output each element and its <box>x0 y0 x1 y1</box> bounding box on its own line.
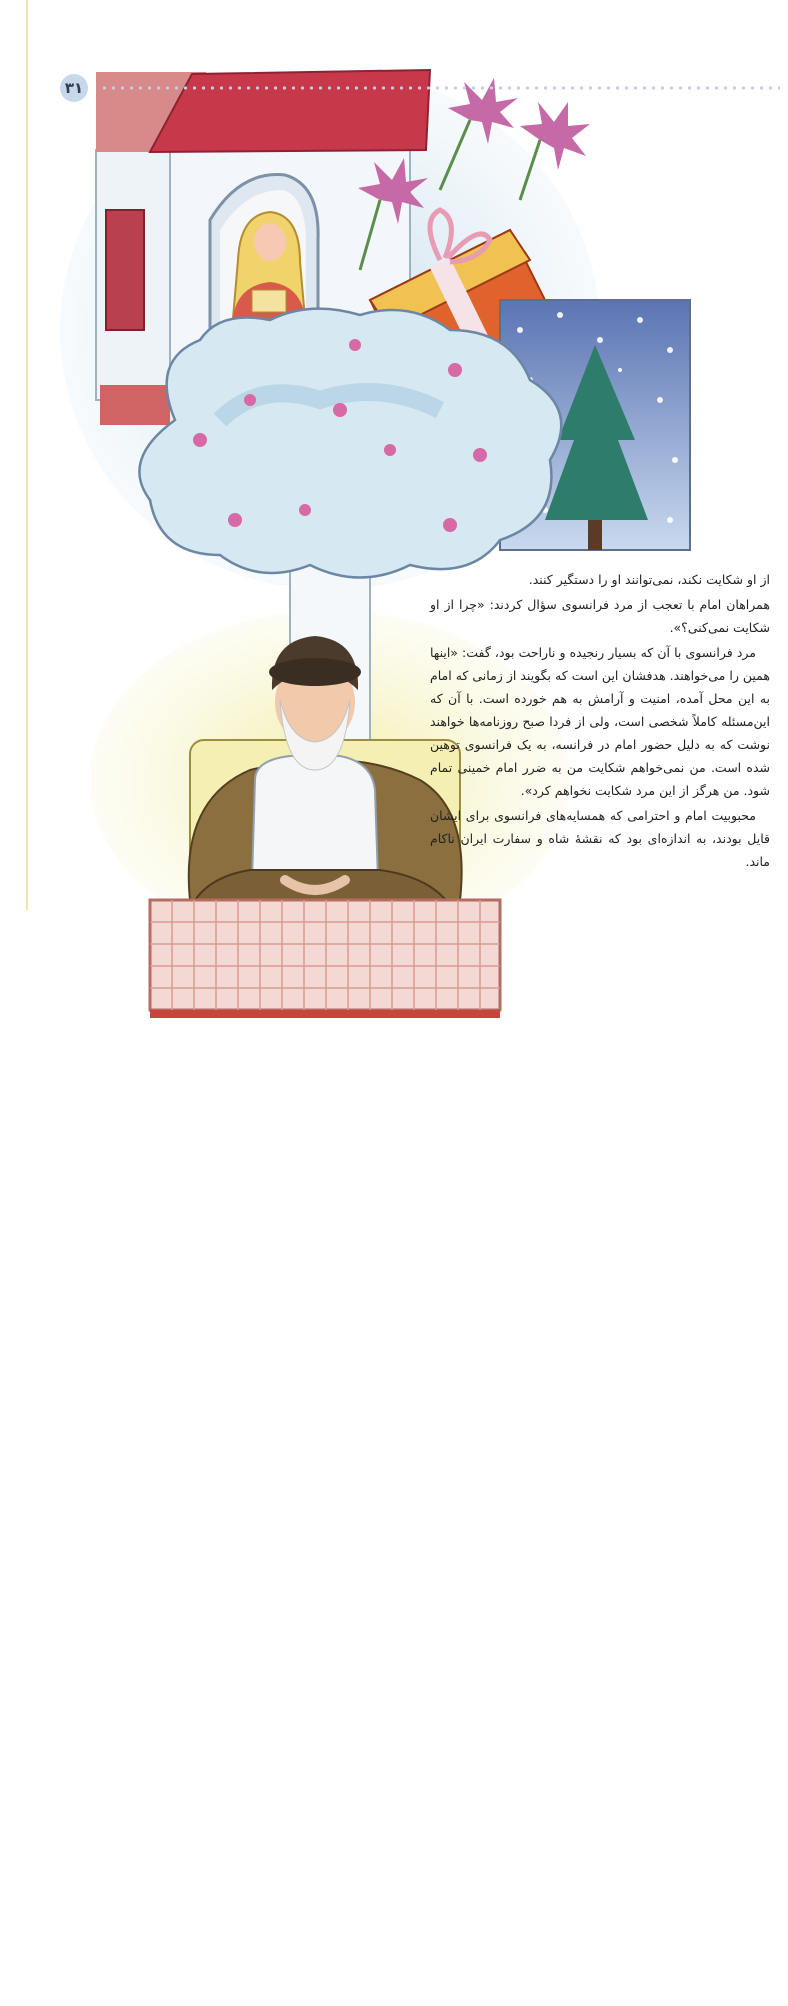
page-header <box>60 70 780 106</box>
text-line-1: از او شکایت نکند، نمی‌توانند او را دستگیر کنند. <box>528 572 770 587</box>
story-text <box>430 568 770 875</box>
text-line-3: مرد فرانسوی با آن که بسیار رنجیده و ناراحت بود، گفت: «اینها همین را می‌خواهند. هدفشان این است که بگویند از زمانی که امام به این محل آمده، امنیت و آرامش به هم خورده است. با آن که این‌مسئله کاملاً شخصی است، ولی از فردا صبح روزنامه‌ها خواهند نوشت که به دلیل حضور امام در فرانسه، به یک فرانسوی توهین شده است. من نمی‌خواهم شکایت من به ضرر امام خمینی تمام شود. من هرگز از این مرد شکایت نخواهم کرد». <box>430 645 770 798</box>
page-number: ۳۱ <box>60 74 88 102</box>
dotted-rule <box>100 86 780 90</box>
text-line-4: محبوبیت امام و احترامی که همسایه‌های فرانسوی برای ایشان قایل بودند، به اندازه‌ای بود که نقشهٔ شاه و سفارت ایران ناکام ماند. <box>430 808 770 869</box>
prayer-mat-icon <box>150 900 500 1018</box>
text-line-2: همراهان امام با تعجب از مرد فرانسوی سؤال کردند: «چرا از او شکایت نمی‌کنی؟». <box>430 597 770 635</box>
